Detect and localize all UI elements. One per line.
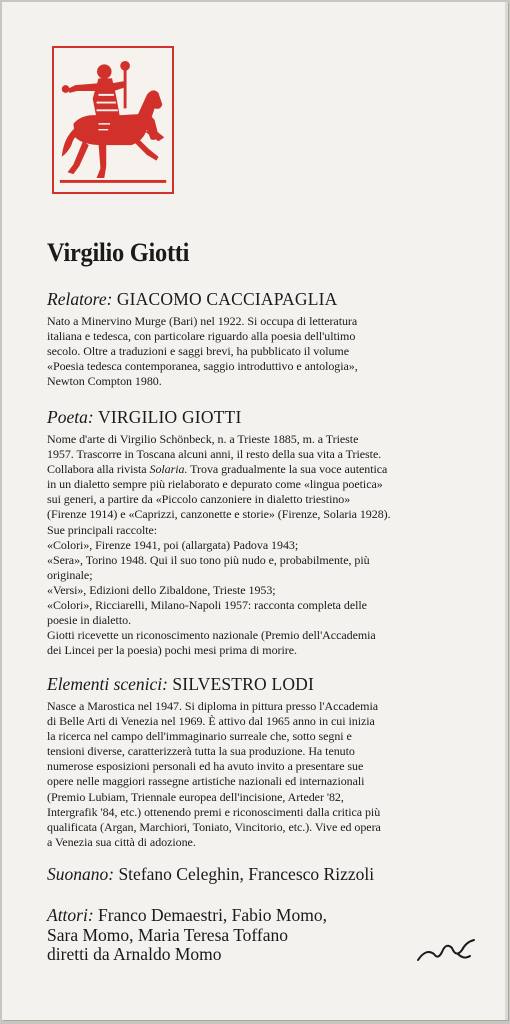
bio-text	[47, 314, 467, 389]
journal-title: Solaria.	[149, 462, 188, 477]
text-line: secolo. Oltre a traduzioni e saggi brevi, ha pubblicato il volume	[47, 344, 349, 359]
text-line: Nome d'arte di Virgilio Schönbeck, n. a Trieste 1885, m. a Trieste	[47, 432, 359, 446]
text-line: (Firenze 1914) e «Caprizzi, canzonette e storie» (Firenze, Solaria 1928).	[47, 507, 391, 522]
role-label: Attori:	[47, 905, 94, 925]
person-names: Stefano Celeghin, Francesco Rizzoli	[118, 864, 375, 884]
section-header	[47, 674, 467, 694]
text-line	[47, 462, 467, 477]
text-line: qualificata (Argan, Marchiori, Toniato, Vincitorio, etc.). Vive ed opera	[47, 819, 381, 834]
section-suonano	[47, 865, 467, 885]
text-line: «Versi», Edizioni dello Zibaldone, Trieste 1953;	[47, 582, 276, 597]
credits-line	[47, 865, 467, 885]
text-line: sui generi, a partire da «Piccolo canzoniere in dialetto triestino»	[47, 492, 351, 507]
person-name: SILVESTRO LODI	[172, 674, 315, 694]
text-line: Intergrafik '84, etc.) ottenendo premi e riconoscimenti dalla critica più	[47, 804, 381, 819]
text-line: italiana e tedesca, con particolare riguardo alla poesia dell'ultimo	[47, 329, 356, 344]
program-sheet	[2, 2, 508, 1020]
role-label: Poeta:	[47, 407, 94, 427]
section-poeta	[47, 407, 467, 658]
credits-line: diretti da Arnaldo Momo	[47, 944, 222, 964]
text-run: Collabora alla rivista	[47, 462, 150, 477]
person-names: Franco Demaestri, Fabio Momo,	[98, 905, 327, 925]
text-line: Nato a Minervino Murge (Bari) nel 1922. Si occupa di letteratura	[47, 314, 358, 328]
text-line: poesie in dialetto.	[47, 613, 132, 628]
text-line: la ricerca nel campo dell'immaginario surreale che, sotto segni e	[47, 729, 352, 744]
role-label: Elementi scenici:	[47, 674, 168, 694]
person-name: VIRGILIO GIOTTI	[98, 407, 242, 427]
text-line: in un dialetto sempre più rielaborato e depurato come «lingua poetica»	[47, 477, 383, 492]
section-attori	[47, 906, 467, 965]
section-header	[47, 407, 467, 427]
text-line: «Colori», Ricciarelli, Milano-Napoli 1957: racconta completa delle	[47, 598, 367, 613]
text-line: «Sera», Torino 1948. Qui il suo tono più nudo e, probabilmente, più	[47, 552, 370, 567]
text-line: Newton Compton 1980.	[47, 374, 162, 389]
credits-line	[47, 906, 467, 926]
text-line: opere nelle maggiori rassegne artistiche nazionali ed internazionali	[47, 774, 365, 789]
section-header	[47, 289, 467, 309]
text-line: dei Lincei per la poesia) pochi mesi prima di morire.	[47, 643, 297, 658]
text-line: «Colori», Firenze 1941, poi (allargata) Padova 1943;	[47, 537, 299, 552]
text-run: Trova gradualmente la sua voce autentica	[187, 462, 388, 477]
text-line: numerose esposizioni personali ed ha avuto invito a presentare sue	[47, 759, 364, 774]
text-line: (Premio Lubiam, Triennale europea dell'incisione, Arteder '82,	[47, 789, 344, 804]
role-label: Relatore:	[47, 289, 113, 309]
person-name: GIACOMO CACCIAPAGLIA	[116, 289, 338, 309]
text-line: tensioni diverse, caratterizzerà tutta la sua produzione. Ha tenuto	[47, 744, 355, 759]
signature-icon	[414, 934, 478, 968]
text-line: 1957. Trascorre in Toscana alcuni anni, il resto della sua vita a Trieste.	[47, 447, 382, 462]
section-relatore	[47, 289, 467, 389]
bio-text	[47, 432, 467, 658]
horseman-emblem	[54, 48, 172, 192]
text-line: di Belle Arti di Venezia nel 1969. È attivo dal 1965 anno in cui inizia	[47, 714, 375, 729]
text-line: originale;	[47, 567, 93, 582]
page-title: Virgilio Giotti	[47, 238, 190, 267]
bio-text	[47, 699, 467, 850]
horseman-logo-icon	[52, 46, 174, 194]
text-line: Giotti ricevette un riconoscimento nazionale (Premio dell'Accademia	[47, 628, 376, 643]
credits-line: Sara Momo, Maria Teresa Toffano	[47, 924, 289, 945]
text-line: Sue principali raccolte:	[47, 522, 158, 537]
text-line: «Poesia tedesca contemporanea, saggio introduttivo e antologia»,	[47, 359, 358, 374]
text-line: a Venezia sua città di adozione.	[47, 834, 196, 849]
section-elementi-scenici	[47, 674, 467, 850]
text-line: Nasce a Marostica nel 1947. Si diploma in pittura presso l'Accademia	[47, 699, 379, 713]
role-label: Suonano:	[47, 864, 115, 884]
